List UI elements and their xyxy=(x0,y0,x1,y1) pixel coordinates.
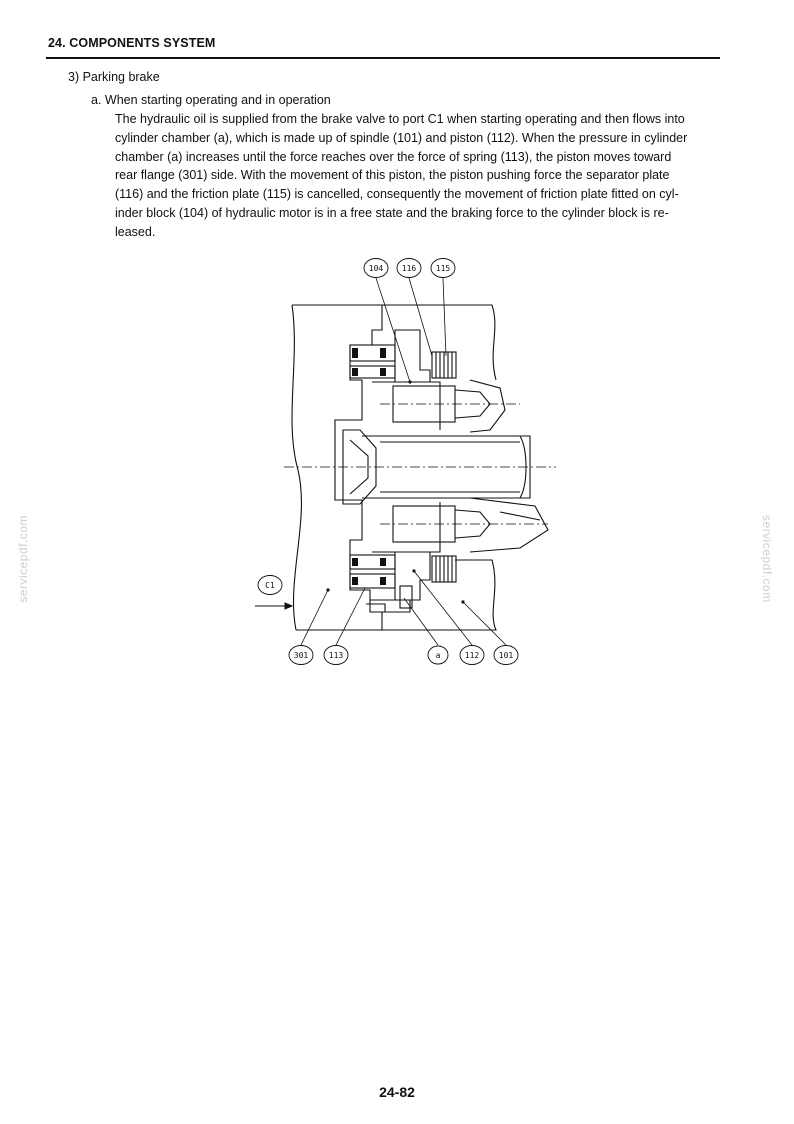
paragraph-line: The hydraulic oil is supplied from the brake valve to port C1 when starting operating and then flows into xyxy=(115,112,685,126)
sub-heading: a. When starting operating and in operation xyxy=(91,93,331,107)
callout-label: 115 xyxy=(435,264,451,273)
callout-label: 112 xyxy=(464,651,480,660)
watermark-right: servicepdf.com xyxy=(760,515,774,603)
watermark-left: servicepdf.com xyxy=(16,515,30,603)
callout-label: 101 xyxy=(498,651,514,660)
callout-label: 116 xyxy=(401,264,417,273)
paragraph-line: inder block (104) of hydraulic motor is in a free state and the braking force to the cylinder block is re- xyxy=(115,206,669,220)
page-number: 24-82 xyxy=(379,1084,415,1100)
paragraph-line: rear flange (301) side. With the movement of this piston, the piston pushing force the separator plate xyxy=(115,168,670,182)
paragraph-line: leased. xyxy=(115,225,156,239)
callout-label: 104 xyxy=(368,264,384,273)
callout-label: C1 xyxy=(265,581,275,590)
paragraph-line: chamber (a) increases until the force reaches over the force of spring (113), the piston moves toward xyxy=(115,150,672,164)
section-heading: 3) Parking brake xyxy=(68,70,160,84)
paragraph-line: cylinder chamber (a), which is made up of spindle (101) and piston (112). When the pressure in cylinder xyxy=(115,131,688,145)
paragraph-line: (116) and the friction plate (115) is cancelled, consequently the movement of friction plate fitted on cyl- xyxy=(115,187,679,201)
callout-label: 113 xyxy=(328,651,344,660)
page-header-title: 24. COMPONENTS SYSTEM xyxy=(48,36,216,50)
callout-label: a xyxy=(435,651,441,660)
callout-label: 301 xyxy=(293,651,309,660)
